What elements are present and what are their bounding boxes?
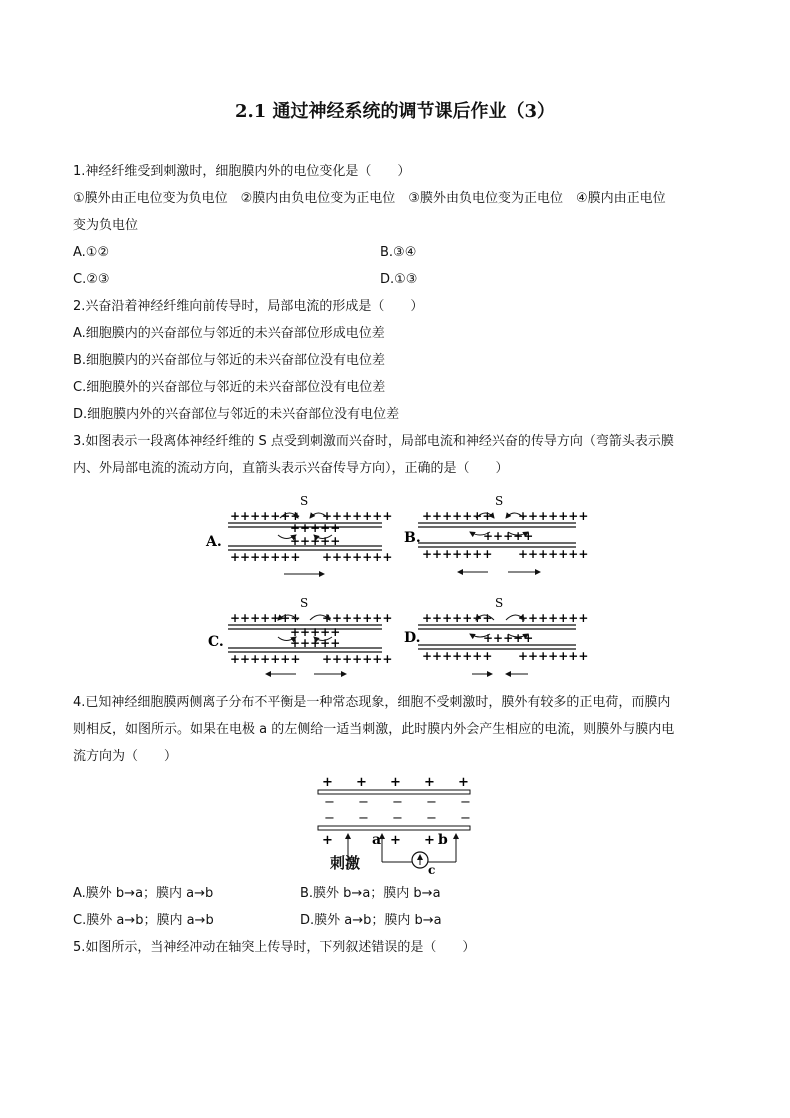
q3-a-excited-plus-top: +++++ bbox=[290, 521, 341, 535]
q4-minus-9: − bbox=[426, 811, 437, 826]
q3-label-a: A. bbox=[206, 534, 222, 550]
q3-point-s-d: S bbox=[495, 596, 504, 610]
q3-label-b: B. bbox=[404, 530, 421, 546]
q3-a-outer-plus-bottom-left: +++++++ bbox=[230, 550, 301, 564]
q3-c-outer-plus-bottom-left: +++++++ bbox=[230, 652, 301, 666]
q3-panel-c bbox=[208, 596, 392, 674]
q3-stem-line2: 内、外局部电流的流动方向，直箭头表示兴奋传导方向），正确的是（ ） bbox=[73, 461, 509, 476]
q3-c-excited-plus-top: +++++ bbox=[290, 625, 341, 639]
q3-a-outer-plus-right: +++++++ bbox=[322, 509, 393, 523]
q4-minus-5: − bbox=[460, 795, 471, 810]
q3-nerve-fiber-figure bbox=[200, 490, 590, 680]
q4-minus-6: − bbox=[324, 811, 335, 826]
q4-plus-bottom-2: + bbox=[390, 833, 401, 848]
q3-b-outer-plus-left: +++++++ bbox=[422, 509, 493, 523]
q4-option-d: D.膜外 a→b；膜内 b→a bbox=[300, 913, 442, 928]
q3-b-outer-plus-right: +++++++ bbox=[518, 509, 589, 523]
q4-plus-top-3: + bbox=[390, 775, 401, 790]
q4-minus-8: − bbox=[392, 811, 403, 826]
q4-plus-top-4: + bbox=[424, 775, 435, 790]
q3-d-outer-plus-left: +++++++ bbox=[422, 611, 493, 625]
q4-plus-top-5: + bbox=[458, 775, 469, 790]
q4-stem-line2: 则相反，如图所示。如果在电极 a 的左侧给一适当刺激，此时膜内外会产生相应的电流，则膜外与膜内电 bbox=[73, 722, 675, 737]
q1-statements-line2: 变为负电位 bbox=[73, 218, 139, 233]
q2-option-a: A.细胞膜内的兴奋部位与邻近的未兴奋部位形成电位差 bbox=[73, 326, 385, 341]
q4-option-b: B.膜外 b→a；膜内 b→a bbox=[300, 886, 441, 901]
q4-stem-line1: 4.已知神经细胞膜两侧离子分布不平衡是一种常态现象，细胞不受刺激时，膜外有较多的正电荷，而膜内 bbox=[73, 695, 671, 710]
q4-minus-2: − bbox=[358, 795, 369, 810]
q1-statements-line1: ①膜外由正电位变为负电位 ②膜内由负电位变为正电位 ③膜外由负电位变为正电位 ④膜内由正电位 bbox=[73, 191, 666, 206]
q4-stimulus-label: 刺激 bbox=[330, 854, 361, 872]
q4-plus-bottom-3: + bbox=[424, 833, 435, 848]
q3-a-excited-plus-bottom: +++++ bbox=[290, 534, 341, 548]
q4-plus-bottom-1: + bbox=[322, 833, 333, 848]
q4-minus-4: − bbox=[426, 795, 437, 810]
q1-option-d: D.①③ bbox=[380, 272, 418, 287]
q3-label-d: D. bbox=[404, 630, 421, 646]
q3-b-outer-plus-bottom-left: +++++++ bbox=[422, 547, 493, 561]
q1-option-b: B.③④ bbox=[380, 245, 417, 260]
q2-option-c: C.细胞膜外的兴奋部位与邻近的未兴奋部位没有电位差 bbox=[73, 380, 386, 395]
q3-point-s-b: S bbox=[495, 494, 504, 508]
page-title: 2.1 通过神经系统的调节课后作业（3） bbox=[234, 101, 556, 122]
q4-plus-top-2: + bbox=[356, 775, 367, 790]
q4-electrode-b-label: b bbox=[438, 832, 448, 848]
q2-stem: 2.兴奋沿着神经纤维向前传导时，局部电流的形成是（ ） bbox=[73, 299, 424, 314]
q3-point-s-c: S bbox=[300, 596, 309, 610]
q3-panel-b bbox=[404, 494, 588, 572]
q3-a-outer-plus-left: +++++++ bbox=[230, 509, 301, 523]
q1-option-c: C.②③ bbox=[73, 272, 110, 287]
q4-stem-line3: 流方向为（ ） bbox=[73, 749, 178, 764]
q4-minus-1: − bbox=[324, 795, 335, 810]
q3-panel-d bbox=[404, 596, 588, 674]
q4-option-a: A.膜外 b→a；膜内 a→b bbox=[73, 886, 214, 901]
q3-d-outer-plus-bottom-right: +++++++ bbox=[518, 649, 589, 663]
q3-panel-a bbox=[205, 494, 392, 574]
q4-option-c: C.膜外 a→b；膜内 a→b bbox=[73, 913, 214, 928]
q2-option-d: D.细胞膜内外的兴奋部位与邻近的未兴奋部位没有电位差 bbox=[73, 407, 400, 422]
q1-stem: 1.神经纤维受到刺激时，细胞膜内外的电位变化是（ ） bbox=[73, 164, 411, 179]
q3-d-outer-plus-bottom-left: +++++++ bbox=[422, 649, 493, 663]
q3-c-outer-plus-left: +++++++ bbox=[230, 611, 301, 625]
q4-meter-label: c bbox=[428, 863, 436, 877]
q2-option-b: B.细胞膜内的兴奋部位与邻近的未兴奋部位没有电位差 bbox=[73, 353, 386, 368]
q3-d-outer-plus-right: +++++++ bbox=[518, 611, 589, 625]
q4-minus-7: − bbox=[358, 811, 369, 826]
q1-option-a: A.①② bbox=[73, 245, 110, 260]
q3-label-c: C. bbox=[208, 634, 224, 650]
q4-plus-top-1: + bbox=[322, 775, 333, 790]
q3-c-outer-plus-right: +++++++ bbox=[322, 611, 393, 625]
q4-minus-3: − bbox=[392, 795, 403, 810]
q3-point-s-a: S bbox=[300, 494, 309, 508]
q3-a-outer-plus-bottom-right: +++++++ bbox=[322, 550, 393, 564]
q3-c-outer-plus-bottom-right: +++++++ bbox=[322, 652, 393, 666]
q3-c-excited-plus-bottom: +++++ bbox=[290, 636, 341, 650]
q4-minus-10: − bbox=[460, 811, 471, 826]
q3-b-outer-plus-bottom-right: +++++++ bbox=[518, 547, 589, 561]
q3-b-excited-plus: +++++ bbox=[483, 529, 534, 543]
q4-electrode-a-label: a bbox=[372, 832, 382, 848]
q3-d-excited-plus: +++++ bbox=[483, 631, 534, 645]
q5-stem: 5.如图所示，当神经冲动在轴突上传导时，下列叙述错误的是（ ） bbox=[73, 940, 476, 955]
q3-stem-line1: 3.如图表示一段离体神经纤维的 S 点受到刺激而兴奋时，局部电流和神经兴奋的传导方向（弯箭头表示膜 bbox=[73, 434, 674, 449]
